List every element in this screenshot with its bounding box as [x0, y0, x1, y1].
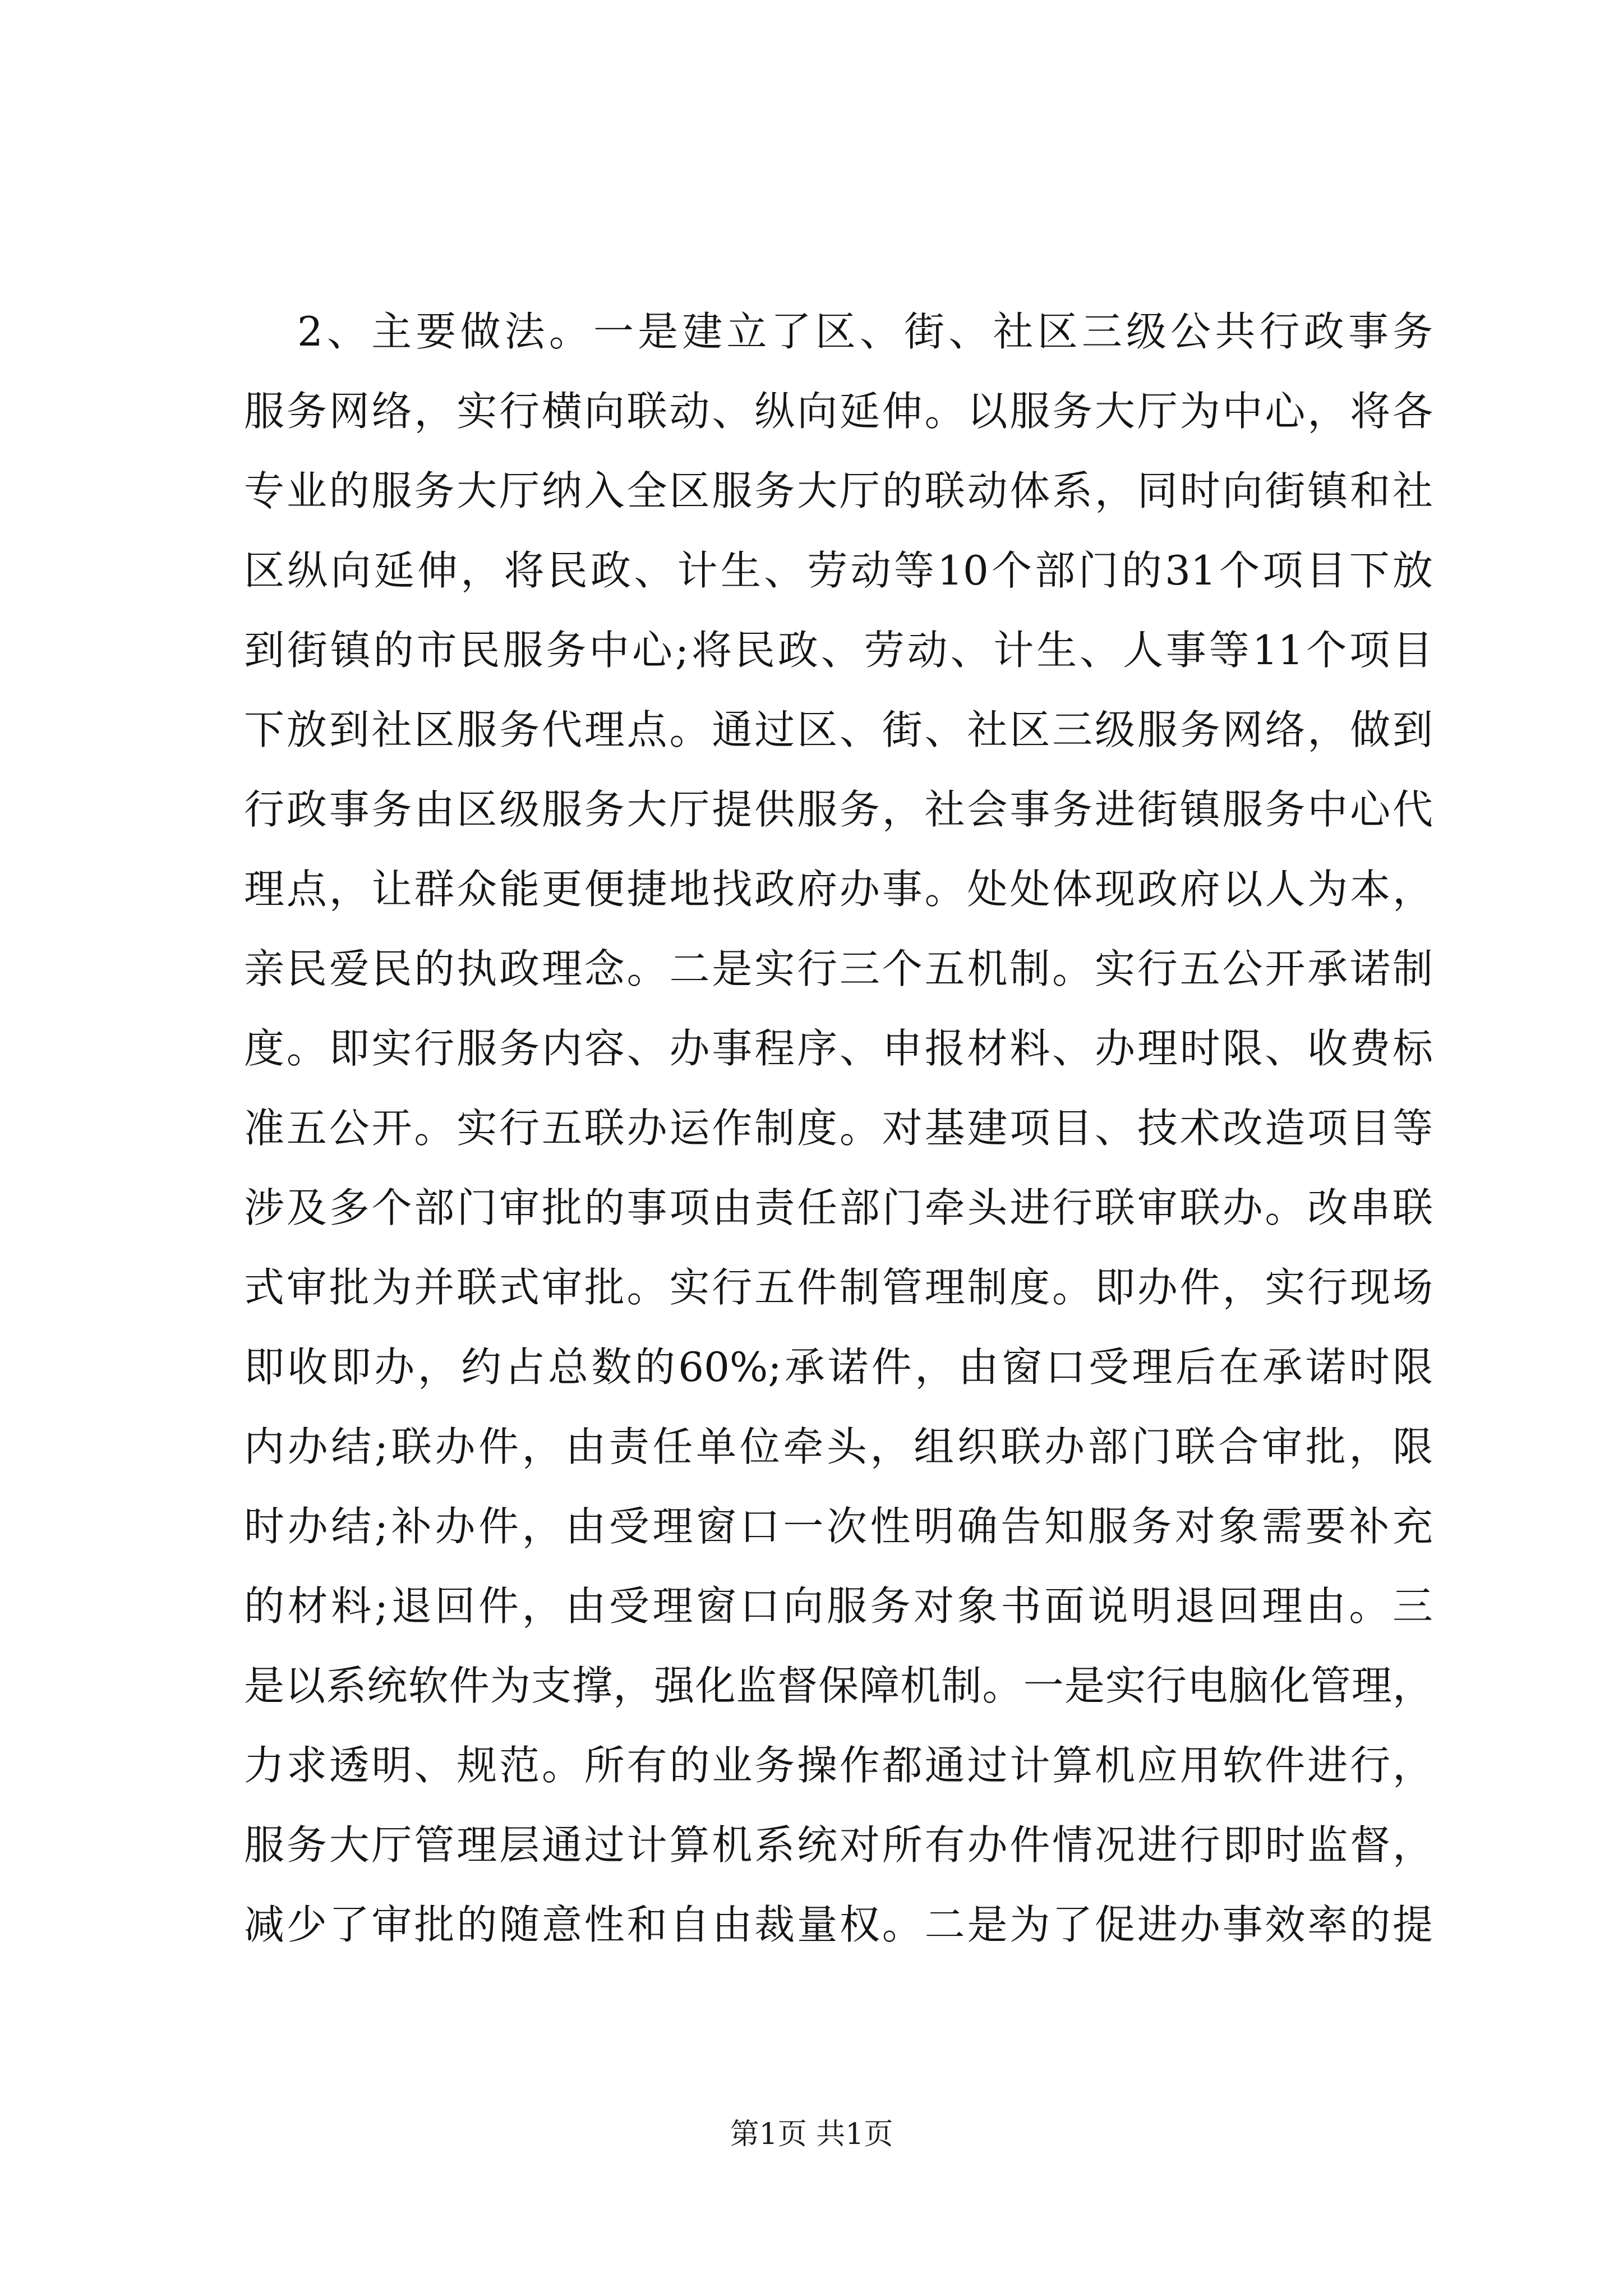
paragraph-line-7: 行政事务由区级服务大厅提供服务，社会事务进街镇服务中心代: [244, 786, 1433, 833]
paragraph-line-3: 专业的服务大厅纳入全区服务大厅的联动体系，同时向街镇和社: [244, 467, 1433, 514]
paragraph-line-5: 到街镇的市民服务中心;将民政、劳动、计生、人事等11个项目: [244, 627, 1433, 674]
page-number-label: 第1页 共1页: [730, 2118, 893, 2151]
paragraph-line-12: 涉及多个部门审批的事项由责任部门牵头进行联审联办。改串联: [244, 1184, 1433, 1231]
paragraph-line-2: 服务网络，实行横向联动、纵向延伸。以服务大厅为中心，将各: [244, 388, 1433, 435]
paragraph-line-4: 区纵向延伸，将民政、计生、劳动等10个部门的31个项目下放: [244, 547, 1433, 594]
paragraph-line-10: 度。即实行服务内容、办事程序、申报材料、办理时限、收费标: [244, 1025, 1433, 1072]
paragraph-line-1: 2、主要做法。一是建立了区、街、社区三级公共行政事务: [297, 308, 1433, 355]
paragraph-line-13: 式审批为并联式审批。实行五件制管理制度。即办件，实行现场: [244, 1264, 1433, 1311]
paragraph-line-14: 即收即办，约占总数的60%;承诺件，由窗口受理后在承诺时限: [244, 1343, 1433, 1391]
paragraph-line-16: 时办结;补办件，由受理窗口一次性明确告知服务对象需要补充: [244, 1503, 1433, 1550]
paragraph-line-8: 理点，让群众能更便捷地找政府办事。处处体现政府以人为本，: [244, 866, 1433, 913]
paragraph-line-20: 服务大厅管理层通过计算机系统对所有办件情况进行即时监督，: [244, 1821, 1433, 1869]
paragraph-line-11: 准五公开。实行五联办运作制度。对基建项目、技术改造项目等: [244, 1105, 1433, 1152]
paragraph-line-9: 亲民爱民的执政理念。二是实行三个五机制。实行五公开承诺制: [244, 945, 1433, 992]
paragraph-line-19: 力求透明、规范。所有的业务操作都通过计算机应用软件进行，: [244, 1742, 1433, 1789]
page-footer: [0, 2109, 1623, 2160]
paragraph-line-21: 减少了审批的随意性和自由裁量权。二是为了促进办事效率的提: [244, 1901, 1433, 1948]
paragraph-line-17: 的材料;退回件，由受理窗口向服务对象书面说明退回理由。三: [244, 1582, 1433, 1630]
paragraph-line-18: 是以系统软件为支撑，强化监督保障机制。一是实行电脑化管理，: [244, 1662, 1433, 1709]
paragraph-line-15: 内办结;联办件，由责任单位牵头，组织联办部门联合审批，限: [244, 1423, 1433, 1470]
paragraph-line-6: 下放到社区服务代理点。通过区、街、社区三级服务网络，做到: [244, 706, 1433, 753]
